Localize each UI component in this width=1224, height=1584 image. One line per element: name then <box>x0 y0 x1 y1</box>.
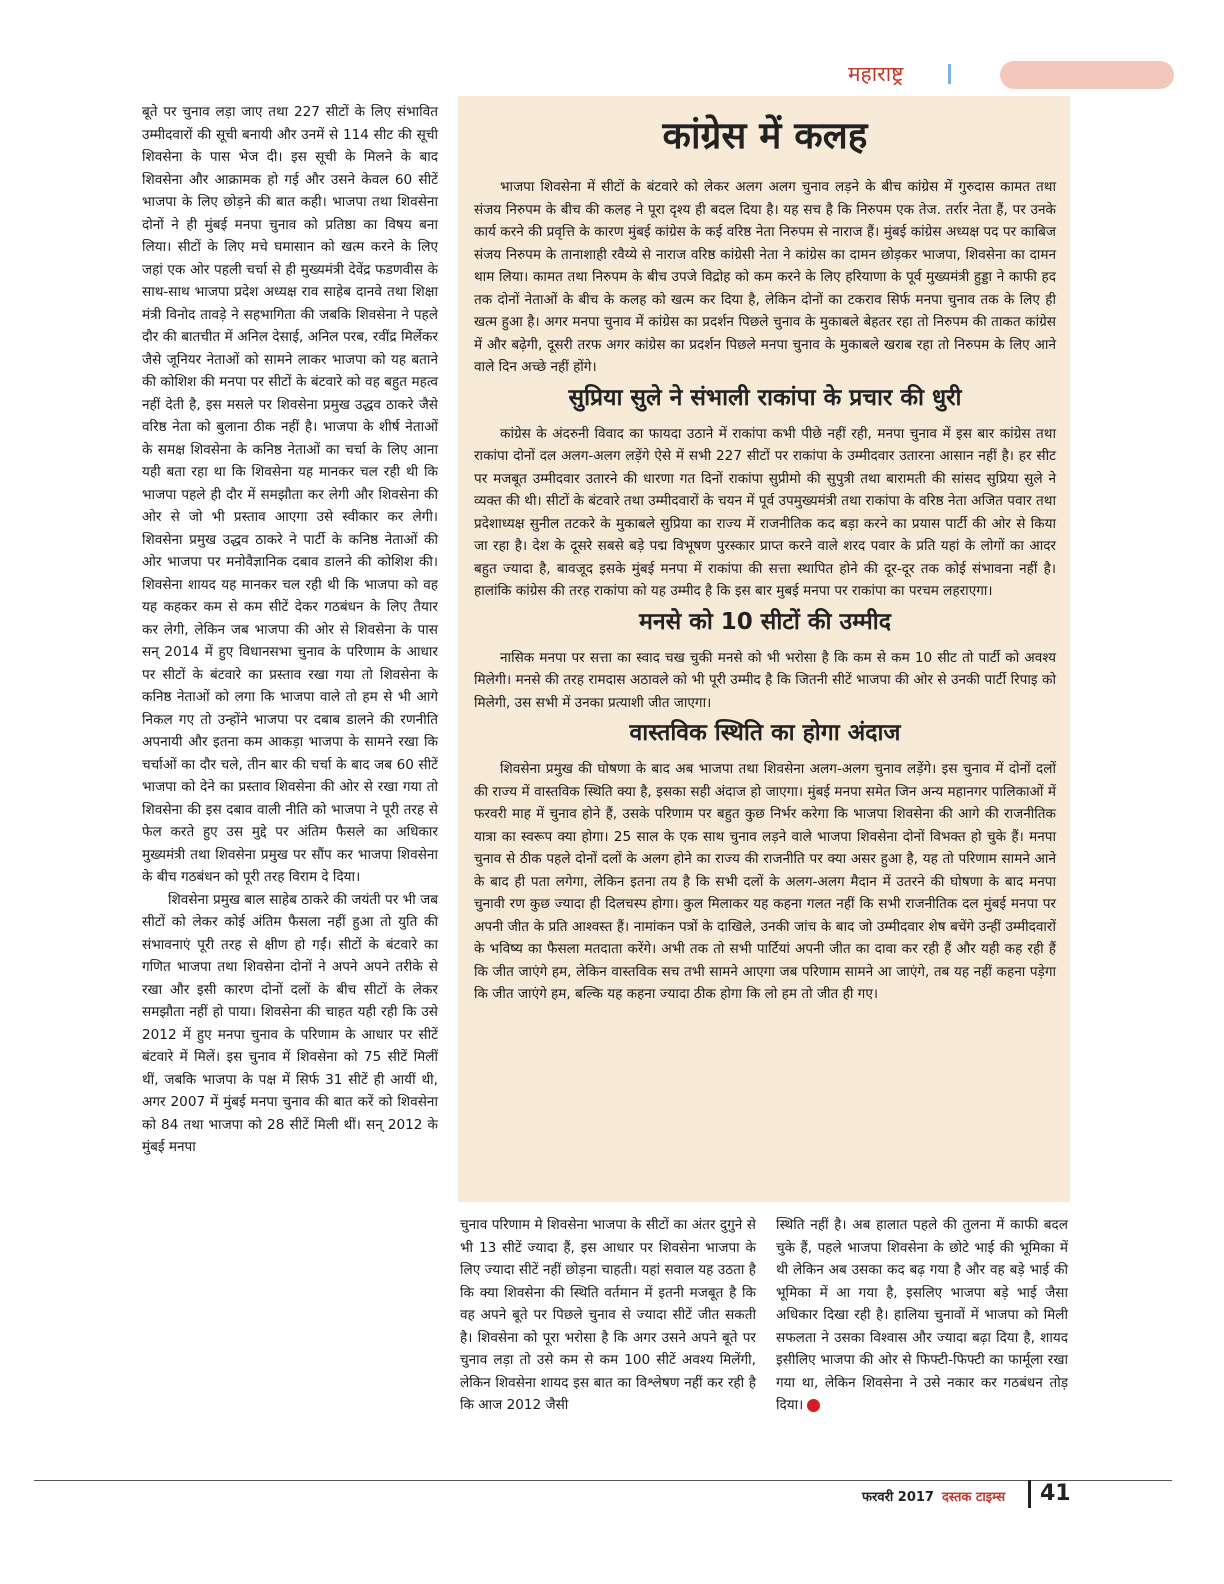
footer-brand-logo: दस्तक टाइम्स <box>942 1490 1006 1505</box>
section-label: महाराष्ट्र <box>848 62 904 86</box>
sidebar-box <box>458 96 1070 1202</box>
left-column <box>142 101 438 1159</box>
middle-column <box>460 1214 756 1417</box>
section-divider <box>948 64 951 84</box>
box-subheading-3: वास्तविक स्थिति का होगा अंदाज <box>629 720 901 746</box>
box-paragraph-2: कांग्रेस के अंदरुनी विवाद का फायदा उठाने में राकांपा कभी पीछे नहीं रही, मनपा चुनाव में इस बार कांग्रेस तथा राकांपा दोनों दल अलग-अलग लड़ेंगे ऐसे में सभी 227 सीटों पर राकांपा के उम्मीदवार उतारना आसान नहीं है। हर सीट पर मजबूत उम्मीदवार उतारने की धारणा गत दिनों राकांपा सुप्रीमो की सुपुत्री तथा बारामती की सांसद सुप्रिया सुले ने व्यक्त की थी। सीटों के बंटवारे तथा उम्मीदवारों के चयन में पूर्व उपमुख्यमंत्री तथा राकांपा के वरिष्ठ नेता अजित पवार तथा प्रदेशाध्यक्ष सुनील तटकरे के मुकाबले सुप्रिया का राज्य में राजनीतिक कद बड़ा करने का प्रयास पार्टी की ओर से किया जा रहा है। देश के दूसरे सबसे बड़े पद्म विभूषण पुरस्कार प्राप्त करने वाले शरद पवार के प्रति यहां के लोगों का आदर बहुत ज्यादा है, बावजूद इसके मुंबई मनपा में राकांपा की सत्ता स्थापित होने की दूर-दूर तक कोई संभावना नहीं है। हालांकि कांग्रेस की तरह राकांपा को यह उम्मीद है कि इस बार मुबई मनपा पर राकांपा का परचम लहराएगा। <box>474 425 1056 599</box>
box-subheading-1: सुप्रिया सुले ने संभाली राकांपा के प्रचार की धुरी <box>568 384 962 411</box>
box-paragraph-4: शिवसेना प्रमुख की घोषणा के बाद अब भाजपा तथा शिवसेना अलग-अलग चुनाव लड़ेंगे। इस चुनाव में दोनों दलों की राज्य में वास्तविक स्थिति क्या है, इसका सही अंदाज हो जाएगा। मुंबई मनपा समेत जिन अन्य महानगर पालिकाओं में फरवरी माह में चुनाव होने हैं, उसके परिणाम पर बहुत कुछ निर्भर करेगा कि भाजपा शिवसेना की आगे की राजनीतिक यात्रा का स्वरूप क्या होगा। 25 साल के एक साथ चुनाव लड़ने वाले भाजपा शिवसेना दोनों विभक्त हो चुके हैं। मनपा चुनाव से ठीक पहले दोनों दलों के अलग होने का राज्य की राजनीति पर क्या असर हुआ है, यह तो परिणाम सामने आने के बाद ही पता लगेगा, लेकिन इतना तय है कि सभी दलों के अलग-अलग मैदान में उतरने की घोषणा के बाद मनपा चुनावी रण कुछ ज्यादा ही दिलचस्प होगा। कुल मिलाकर यह कहना गलत नहीं कि सभी राजनीतिक दल मुंबई मनपा पर अपनी जीत के प्रति आश्वस्त हैं। नामांकन पत्रों के दाखिले, उनकी जांच के बाद जो उम्मीदवार शेष बचेंगे उन्हीं उम्मीदवारों के भविष्य का फैसला मतदाता करेंगे। अभी तक तो सभी पार्टियां अपनी जीत का दावा कर रही हैं और यही कह रही हैं कि जीत जाएंगे हम, लेकिन वास्तविक सच तभी सामने आएगा जब परिणाम सामने आ जाएंगे, तब यह नहीं कहना पड़ेगा कि जीत जाएंगे हम, बल्कि यह कहना ज्यादा ठीक होगा कि लो हम तो जीत ही गए। <box>474 761 1056 1002</box>
box-title: कांग्रेस में कलह <box>662 114 868 157</box>
box-paragraph-3: नासिक मनपा पर सत्ता का स्वाद चख चुकी मनसे को भी भरोसा है कि कम से कम 10 सीट तो पार्टी को अवश्य मिलेगी। मनसे की तरह रामदास अठावले को भी पूरी उम्मीद है कि जितनी सीटें भाजपा की ओर से उनकी पार्टी रिपाइ को मिलेगी, उस सभी में उनका प्रत्याशी जीत जाएगा। <box>474 649 1056 711</box>
section-pill-decoration <box>1000 61 1174 89</box>
left-paragraph-1: बूते पर चुनाव लड़ा जाए तथा 227 सीटों के लिए संभावित उम्मीदवारों की सूची बनायी और उनमें से 114 सीट की सूची शिवसेना के पास भेज दी। इस सूची के मिलने के बाद शिवसेना और आक्रामक हो गई और उसने केवल 60 सीटें भाजपा के लिए छोड़ने की बात कही। भाजपा तथा शिवसेना दोनों ने ही मुंबई मनपा चुनाव को प्रतिष्ठा का विषय बना लिया। सीटों के लिए मचे घमासान को खत्म करने के लिए जहां एक ओर पहली चर्चा से ही मुख्यमंत्री देवेंद्र फडणवीस के साथ-साथ भाजपा प्रदेश अध्यक्ष राव साहेब दानवे तथा शिक्षा मंत्री विनोद तावड़े ने सहभागिता की जबकि शिवसेना ने पहले दौर की बातचीत में अनिल देसाई, अनिल परब, रवींद्र मिर्लेकर जैसे जूनियर नेताओं को सामने लाकर भाजपा को यह बताने की कोशिश की मनपा पर सीटों के बंटवारे को वह बहुत महत्व नहीं देती है, इस मसले पर शिवसेना प्रमुख उद्धव ठाकरे जैसे वरिष्ठ नेता को बुलाना ठीक नहीं है। भाजपा के शीर्ष नेताओं के समक्ष शिवसेना के कनिष्ठ नेताओं का चर्चा के लिए आना यही बता रहा था कि शिवसेना यह मानकर चल रही थी कि भाजपा पहले ही दौर में समझौता कर लेगी और शिवसेना की ओर से जो भी प्रस्ताव आएगा उसे स्वीकार कर लेगी। शिवसेना प्रमुख उद्धव ठाकरे ने पार्टी के कनिष्ठ नेताओं की ओर भाजपा पर मनोवैज्ञानिक दबाव डालने की कोशिश की। शिवसेना शायद यह मानकर चल रही थी कि भाजपा को वह यह कहकर कम से कम सीटें देकर गठबंधन के लिए तैयार कर लेगी, लेकिन जब भाजपा की ओर से शिवसेना के पास सन् 2014 में हुए विधानसभा चुनाव के परिणाम के आधार पर सीटों के बंटवारे का प्रस्ताव रखा गया तो शिवसेना के कनिष्ठ नेताओं को लगा कि भाजपा वाले तो हम से भी आगे निकल गए तो उन्होंने भाजपा पर दबाब डालने की रणनीति अपनायी और इतना कम आकड़ा भाजपा के सामने रखा कि चर्चाओं का दौर चले, तीन बार की चर्चा के बाद जब 60 सीटें भाजपा को देने का प्रस्ताव शिवसेना की ओर से रखा गया तो शिवसेना की इस दबाव वाली नीति को भाजपा ने पूरी तरह से फेल करते हुए उस मुद्दे पर अंतिम फैसले का अधिकार मुख्यमंत्री तथा शिवसेना प्रमुख पर सौंप कर भाजपा शिवसेना के बीच गठबंधन को पूरी तरह विराम दे दिया। <box>142 104 438 885</box>
middle-paragraph-1: चुनाव परिणाम मे शिवसेना भाजपा के सीटों का अंतर दुगुने से भी 13 सीटें ज्यादा हैं, इस आधार पर शिवसेना भाजपा के लिए ज्यादा सीटें नहीं छोड़ना चाहती। यहां सवाल यह उठता है कि क्या शिवसेना की स्थिति वर्तमान में इतनी मजबूत है कि वह अपने बूते पर पिछले चुनाव से ज्यादा सीटें जीत सकती है। शिवसेना को पूरा भरोसा है कि अगर उसने अपने बूते पर चुनाव लड़ा तो उसे कम से कम 100 सीटें अवश्य मिलेंगी, लेकिन शिवसेना शायद इस बात का विश्लेषण नहीं कर रही है कि आज 2012 जैसी <box>460 1217 756 1413</box>
box-paragraph-1: भाजपा शिवसेना में सीटों के बंटवारे को लेकर अलग अलग चुनाव लड़ने के बीच कांग्रेस में गुरुदास कामत तथा संजय निरुपम के बीच की कलह ने पूरा दृश्य ही बदल दिया है। यह सच है कि निरुपम एक तेज. तर्रार नेता हैं, पर उनके कार्य करने की प्रवृत्ति के कारण मुंबई कांग्रेस के कई वरिष्ठ नेता निरुपम से नाराज हैं। मुंबई कांग्रेस अध्यक्ष पद पर काबिज संजय निरुपम के तानाशाही रवैय्ये से नाराज वरिष्ठ कांग्रेसी नेता ने कांग्रेस का दामन छोड़कर भाजपा, शिवसेना का दामन थाम लिया। कामत तथा निरुपम के बीच उपजे विद्रोह को कम करने के लिए हरियाणा के पूर्व मुख्यमंत्री हुड्डा ने काफी हद तक दोनों नेताओं के बीच के कलह को खत्म कर दिया है, लेकिन दोनों का टकराव सिर्फ मनपा चुनाव तक के लिए ही खत्म हुआ है। अगर मनपा चुनाव में कांग्रेस का प्रदर्शन पिछले चुनाव के मुकाबले बेहतर रहा तो निरुपम की ताकत कांग्रेस में और बढ़ेगी, दूसरी तरफ अगर कांग्रेस का प्रदर्शन पिछले मनपा चुनाव के मुकाबले खराब रहा तो निरुपम के लिए आने वाले दिन अच्छे नहीं होंगे। <box>474 179 1056 375</box>
right-column <box>776 1214 1068 1417</box>
left-paragraph-2: शिवसेना प्रमुख बाल साहेब ठाकरे की जयंती पर भी जब सीटों को लेकर कोई अंतिम फैसला नहीं हुआ तो युति की संभावनाएं पूरी तरह से क्षीण हो गईं। सीटों के बंटवारे का गणित भाजपा तथा शिवसेना दोनों ने अपने अपने तरीके से रखा और इसी कारण दोनों दलों के बीच सीटों के लेकर समझौता नहीं हो पाया। शिवसेना की चाहत यही रही कि उसे 2012 में हुए मनपा चुनाव के परिणाम के आधार पर सीटें बंटवारे में मिलें। इस चुनाव में शिवसेना को 75 सीटें मिलीं थीं, जबकि भाजपा के पक्ष में सिर्फ 31 सीटें ही आयीं थी, अगर 2007 में मुंबई मनपा चुनाव की बात करें को शिवसेना को 84 तथा भाजपा को 28 सीटें मिली थीं। सन् 2012 के मुंबई मनपा <box>142 891 438 1155</box>
footer-rule <box>34 1480 1172 1481</box>
page-number: 41 <box>1040 1481 1071 1506</box>
footer-separator <box>1028 1480 1031 1508</box>
footer-date: फरवरी 2017 <box>862 1490 934 1505</box>
box-subheading-2: मनसे को 10 सीटों की उम्मीद <box>639 608 891 635</box>
end-mark-icon <box>807 1399 820 1412</box>
right-paragraph-1 <box>776 1214 1068 1417</box>
right-paragraph-text: स्थिति नहीं है। अब हालात पहले की तुलना में काफी बदल चुके हैं, पहले भाजपा शिवसेना के छोटे भाई की भूमिका में थी लेकिन अब उसका कद बढ़ गया है और वह बड़े भाई की भूमिका में आ गया है, इसलिए भाजपा बड़े भाई जैसा अधिकार दिखा रही है। हालिया चुनावों में भाजपा को मिली सफलता ने उसका विश्वास और ज्यादा बढ़ा दिया है, शायद इसीलिए भाजपा की ओर से फिफ्टी-फिफ्टी का फार्मूला रखा गया था, लेकिन शिवसेना ने उसे नकार कर गठबंधन तोड़ दिया। <box>776 1217 1068 1413</box>
